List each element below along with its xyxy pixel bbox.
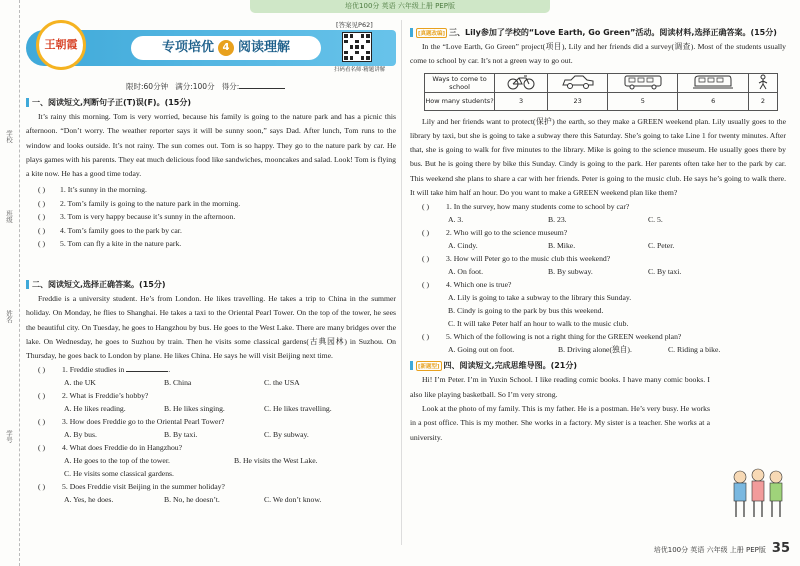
section-3-title: [真题改编] 三、Lily参加了学校的“Love Earth, Go Green”活动。阅读材料,选择正确答案。(15分)	[410, 27, 786, 38]
left-column	[26, 14, 396, 559]
score-blank[interactable]	[239, 88, 285, 89]
children-illustration	[728, 463, 788, 525]
survey-header-ways: Ways to come to school	[425, 73, 495, 92]
name-label: 姓名	[5, 310, 13, 323]
option[interactable]: A. Going out on foot.	[448, 345, 515, 355]
survey-row-counts	[425, 92, 778, 110]
option[interactable]: A. On foot.	[448, 267, 484, 277]
answer-paren[interactable]: ( )	[38, 198, 46, 208]
option[interactable]: A. Yes, he does.	[64, 495, 114, 505]
top-banner: 培优100分 英语 六年级上册 PEP版	[250, 0, 550, 13]
option[interactable]: A. By bus.	[64, 430, 97, 440]
column-divider	[401, 20, 402, 545]
section-2-title: 二、阅读短文,选择正确答案。(15分)	[26, 279, 396, 290]
option[interactable]: B. 23.	[548, 215, 567, 225]
option[interactable]: C. He likes travelling.	[264, 404, 332, 414]
options	[26, 493, 396, 506]
full-score: 满分:100分	[175, 82, 215, 91]
options	[26, 467, 396, 480]
option[interactable]: A. He goes to the top of the tower.	[64, 456, 170, 466]
options	[26, 402, 396, 415]
question: ( ) 2. Who will go to the science museum?	[422, 228, 568, 238]
page-footer	[654, 541, 790, 556]
qr-code-icon[interactable]	[342, 32, 372, 62]
page-title	[131, 36, 321, 60]
option[interactable]: A. the UK	[64, 378, 96, 388]
title-main: 阅读理解	[238, 40, 291, 55]
section-2-passage: Freddie is a university student. He’s from London. He likes travelling. He takes a trip to China in the summer holiday. On Monday, he flies to Shanghai. He takes a taxi to the Oriental Pearl Tower. On the top of the tower, he sees the beautiful city. On Tuesday, he goes to Hangzhou by bus. He goes to the West Lake. There are many bridges over the lake. On Wednesday, he goes to Suzhou by train. Then he visits some classical gardens(古典园林) in Suzhou. On Thursday, he goes back to London by plane. He likes China. He says he will visit Beijing next time.	[26, 294, 396, 361]
options	[26, 454, 396, 467]
option[interactable]: C. Peter.	[648, 241, 675, 251]
option[interactable]: A. He likes reading.	[64, 404, 126, 414]
tf-item: ( ) 5. Tom can fly a kite in the nature park.	[26, 237, 396, 250]
brand-logo: 王朝霞	[36, 20, 86, 70]
tf-item: ( ) 2. Tom’s family is going to the nature park in the morning.	[26, 197, 396, 210]
section-2	[26, 276, 396, 506]
option[interactable]: A. 3.	[448, 215, 464, 225]
option[interactable]: C. It will take Peter half an hour to walk to the music club.	[448, 319, 629, 329]
option[interactable]: B. By subway.	[548, 267, 593, 277]
qr-caption: 扫码看名师·精题讲解	[334, 67, 386, 73]
answer-paren[interactable]: ( )	[38, 365, 46, 375]
answer-paren[interactable]: ( )	[422, 254, 430, 264]
answer-paren[interactable]: ( )	[38, 391, 46, 401]
option[interactable]: A. Cindy.	[448, 241, 478, 251]
section-4-tag: [新题型]	[416, 361, 442, 371]
section-3	[410, 24, 786, 445]
answer-paren[interactable]: ( )	[38, 417, 46, 427]
section-4-title: [新题型] 四、阅读短文,完成思维导图。(21分)	[410, 360, 786, 371]
option[interactable]: C. By taxi.	[648, 267, 682, 277]
time-score-line	[126, 81, 285, 92]
options	[410, 213, 786, 226]
answer-paren[interactable]: ( )	[422, 280, 430, 290]
subway-icon	[678, 73, 748, 92]
survey-row-ways	[425, 73, 778, 92]
question: ( ) 4. Which one is true?	[422, 280, 512, 290]
answer-paren[interactable]: ( )	[422, 228, 430, 238]
score-label: 得分:	[221, 82, 240, 91]
option[interactable]: C. He visits some classical gardens.	[64, 469, 174, 479]
section-3-intro: In the “Love Earth, Go Green” project(项目), Lily and her friends did a survey(调查). Most of the students usually come to school by car. It’s not a green way to go out.	[410, 42, 786, 66]
answer-paren[interactable]: ( )	[38, 185, 46, 195]
binding-strip	[0, 0, 20, 566]
option[interactable]: C. the USA	[264, 378, 300, 388]
fill-blank[interactable]	[126, 371, 168, 372]
section-1-title: 一、阅读短文,判断句子正(T)误(F)。(15分)	[26, 97, 396, 108]
school-label: 学校	[5, 130, 13, 143]
class-label: 班级	[5, 210, 13, 223]
option[interactable]: B. China	[164, 378, 192, 388]
question: ( ) 1. In the survey, how many students come to school by car?	[422, 202, 630, 212]
answer-paren[interactable]: ( )	[38, 225, 46, 235]
survey-header-count: How many students?	[425, 92, 495, 110]
answer-reference: [答案见P62]	[336, 21, 373, 29]
footer-label: 培优100分 英语 六年级 上册 PEP版	[653, 546, 766, 554]
options	[410, 239, 786, 252]
option[interactable]: C. By subway.	[264, 430, 309, 440]
question: ( ) 5. Which of the following is not a right thing for the GREEN weekend plan?	[422, 332, 682, 342]
count-cell: 3	[495, 92, 548, 110]
question: ( ) 1. Freddie studies in .	[38, 365, 171, 375]
tf-item: ( ) 1. It’s sunny in the morning.	[26, 183, 396, 196]
bus-icon	[608, 73, 678, 92]
options	[410, 291, 786, 304]
option[interactable]: B. By taxi.	[164, 430, 198, 440]
option[interactable]: C. We don’t know.	[264, 495, 322, 505]
section-4-paragraph-1: Hi! I’m Peter. I’m in Yuxin School. I like reading comic books. I have many comic books. I also like playing basketball. So I’m very strong.	[410, 375, 710, 399]
question: ( ) 5. Does Freddie visit Beijing in the summer holiday?	[38, 482, 225, 492]
answer-paren[interactable]: ( )	[38, 443, 46, 453]
options	[26, 376, 396, 389]
section-3-tag: [真题改编]	[416, 28, 447, 38]
option[interactable]: B. No, he doesn’t.	[164, 495, 220, 505]
count-cell: 23	[548, 92, 608, 110]
option[interactable]: B. Cindy is going to the park by bus this weekend.	[448, 306, 604, 316]
section-4-paragraph-2: Look at the photo of my family. This is my father. He is a postman. He’s very busy. He works in a post office. This is my mother. She works in a factory. My sister is a teacher. She works at a university.	[410, 403, 710, 442]
time-limit: 限时:60分钟	[126, 82, 169, 91]
car-icon	[548, 73, 608, 92]
answer-paren[interactable]: ( )	[422, 202, 430, 212]
answer-paren[interactable]: ( )	[38, 482, 46, 492]
option[interactable]: C. 5.	[648, 215, 663, 225]
option[interactable]: B. Driving alone(独自).	[558, 345, 632, 355]
section-1-passage: It’s rainy this morning. Tom is very worried, because his family is going to the nature park and has a picnic this afternoon. “Don’t worry. The weather reporter says it will be sunny soon,” says Dad. After lunch, Tom runs to the window and looks outside. It’s not rainy. The sun comes out. Tom is so happy. They go to the nature park by car. He plays games with his parents. They eat much delicious food like sandwiches, mooncakes and salad. Look! Tom is flying a kite now. He has a good time today.	[26, 112, 396, 179]
count-cell: 5	[608, 92, 678, 110]
section-3-passage: Lily and her friends want to protect(保护) the earth, so they make a GREEN weekend plan. Lily usually goes to the library by taxi, but she is going to take a subway there this Saturday. She’s going to take Line 1 for twenty minutes. After that, she is going to walk for five minutes to the library. Mike is going to the science museum. He usually goes there by bus. But he is going there by bike this Sunday. Cindy is going to the park. Her parents often take her to the park by car. This weekend she plans to share a car with her friends. Peter is going to the music club. He says he’s going to walk there. It will take him half an hour. Do you want to make a GREEN weekend plan like them?	[410, 116, 786, 198]
tf-item: ( ) 3. Tom is very happy because it’s sunny in the afternoon.	[26, 210, 396, 223]
right-column	[410, 14, 786, 559]
options	[410, 343, 786, 356]
count-cell: 6	[678, 92, 748, 110]
student-number-label: 学号	[5, 430, 13, 443]
answer-paren[interactable]: ( )	[38, 212, 46, 222]
survey-table	[424, 73, 778, 111]
title-prefix: 专项培优	[161, 40, 214, 55]
option[interactable]: A. Lily is going to take a subway to the library this Sunday.	[448, 293, 632, 303]
question: ( ) 2. What is Freddie’s hobby?	[38, 391, 149, 401]
options	[410, 304, 786, 317]
page-number: 35	[771, 541, 790, 556]
option[interactable]: B. Mike.	[548, 241, 576, 251]
count-cell: 2	[748, 92, 777, 110]
option[interactable]: B. He likes singing.	[164, 404, 225, 414]
title-number-badge: 4	[218, 40, 234, 56]
bike-icon	[495, 73, 548, 92]
question: ( ) 3. How will Peter go to the music club this weekend?	[422, 254, 611, 264]
options	[410, 317, 786, 330]
section-header	[26, 20, 396, 78]
walk-icon	[748, 73, 777, 92]
section-1	[26, 94, 396, 251]
options	[410, 265, 786, 278]
question: ( ) 4. What does Freddie do in Hangzhou?	[38, 443, 183, 453]
tf-item: ( ) 4. Tom’s family goes to the park by car.	[26, 224, 396, 237]
answer-paren[interactable]: ( )	[38, 239, 46, 249]
option[interactable]: C. Riding a bike.	[668, 345, 721, 355]
answer-paren[interactable]: ( )	[422, 332, 430, 342]
question: ( ) 3. How does Freddie go to the Oriental Pearl Tower?	[38, 417, 225, 427]
options	[26, 428, 396, 441]
option[interactable]: B. He visits the West Lake.	[234, 456, 318, 466]
